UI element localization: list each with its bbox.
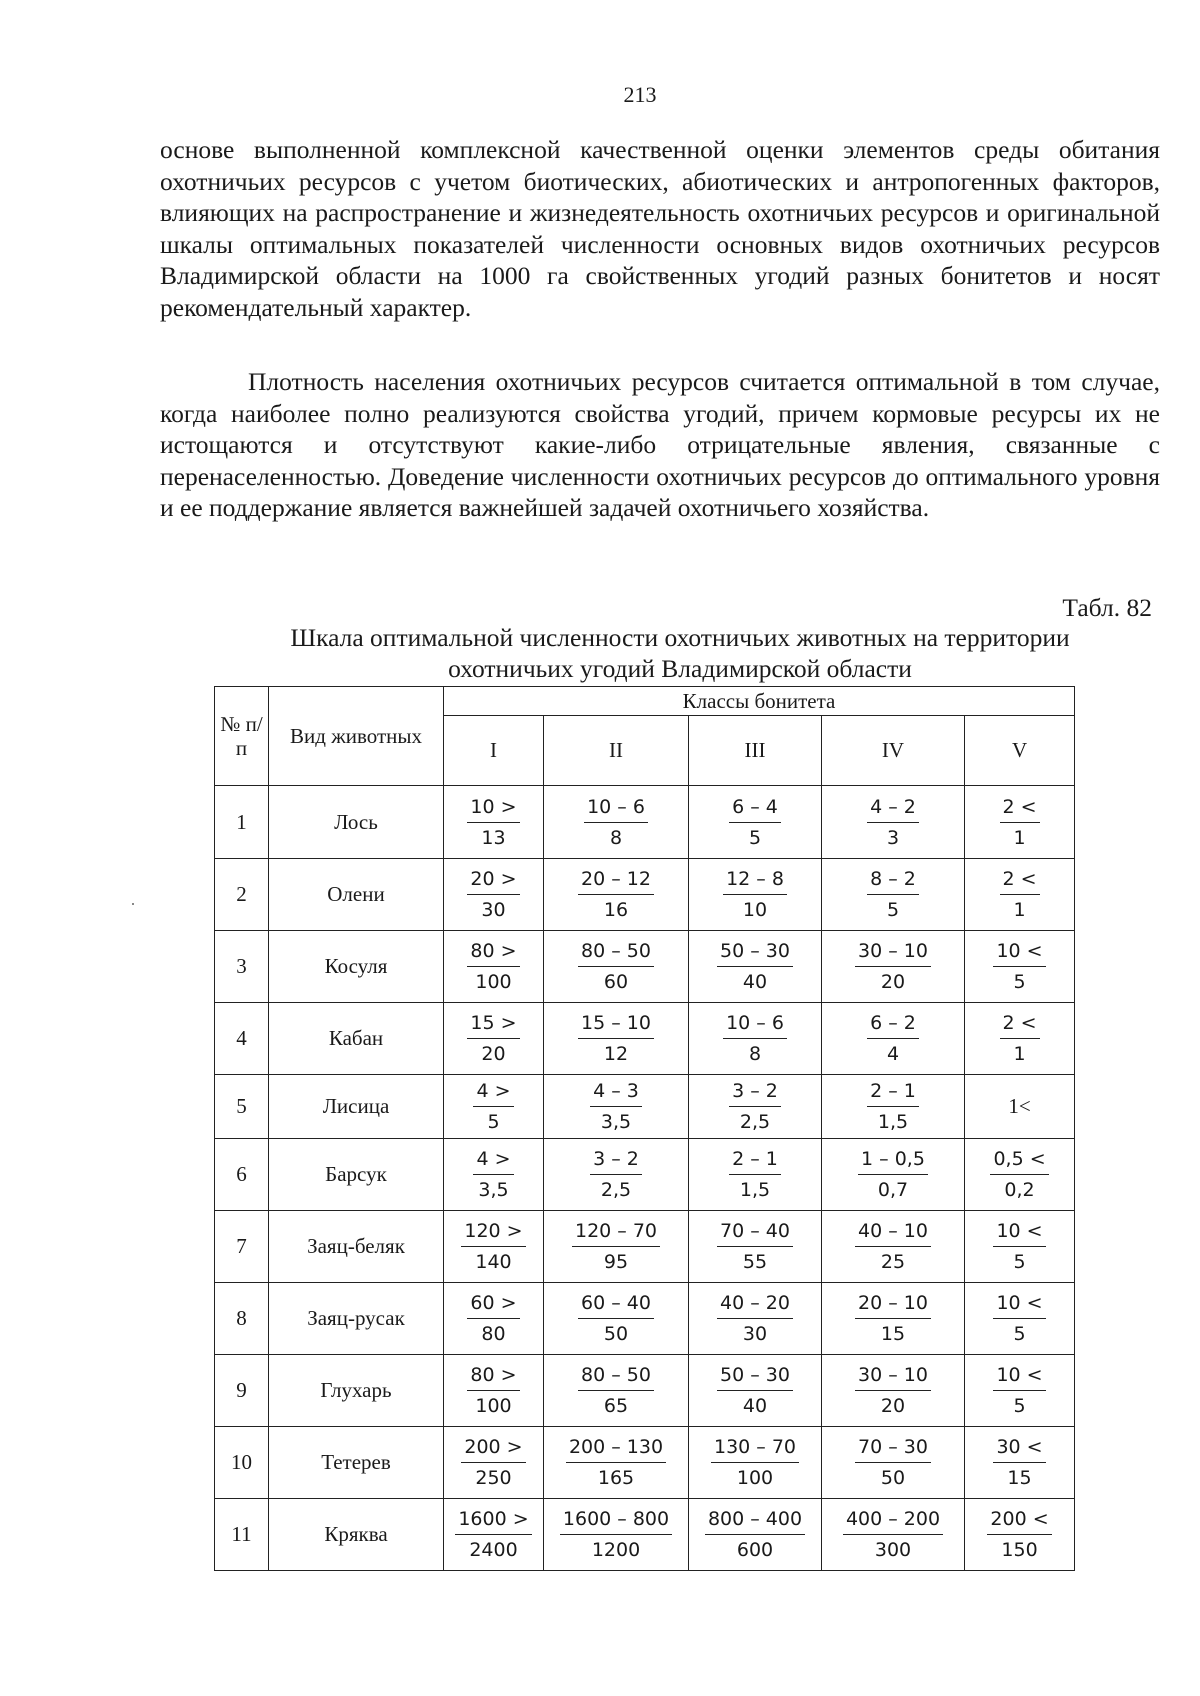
density-denominator: 13 [481, 826, 506, 849]
body-paragraph-1: основе выполненной комплексной качественной оценки элементов среды обитания охотничьих ресурсов с учетом биотических, абиотических и антропогенных факторов, влияющих на распространение и жизнедеятельность охотничьих ресурсов и оригинальной шкалы оптимальных показателей численности основных видов охотничьих ресурсов Владимирской области на 1000 га свойственных угодий разных бонитетов и носят рекомендательный характер. [160, 135, 1160, 322]
density-fraction [461, 1220, 525, 1273]
density-cell-class-4 [822, 931, 965, 1003]
density-denominator: 600 [736, 1539, 774, 1561]
header-animal: Вид животных [269, 687, 444, 786]
density-cell-class-5 [965, 1075, 1075, 1139]
density-numerator: 120 – 70 [572, 1220, 660, 1247]
row-number: 4 [215, 1003, 269, 1075]
table-row [215, 1139, 1075, 1211]
density-cell-class-1 [444, 1075, 544, 1139]
density-fraction [855, 1220, 931, 1273]
density-fraction [717, 1220, 793, 1273]
density-fraction [723, 1012, 787, 1065]
density-numerator: 50 – 30 [717, 1364, 793, 1391]
density-denominator: 5 [886, 899, 900, 921]
table-row [215, 1003, 1075, 1075]
density-fraction [717, 940, 793, 993]
density-denominator: 250 [475, 1467, 512, 1489]
density-numerator: 80 > [467, 1364, 519, 1391]
density-cell-class-3 [689, 1211, 822, 1283]
density-numerator: 3 – 2 [590, 1148, 642, 1175]
density-cell-class-1 [444, 931, 544, 1003]
density-cell-class-4 [822, 1075, 965, 1139]
animal-name: Лисица [269, 1075, 444, 1139]
density-cell-class-4 [822, 1283, 965, 1355]
density-fraction [467, 1012, 519, 1065]
density-numerator: 2 – 1 [867, 1080, 919, 1107]
body-paragraph-2: Плотность населения охотничьих ресурсов считается оптимальной в том случае, когда наиболее полно реализуются свойства угодий, причем кормовые ресурсы их не истощаются и отсутствуют какие-либо отрицательные явления, связанные с перенаселенностью. Доведение численности охотничьих ресурсов до оптимального уровня и ее поддержание является важнейшей задачей охотничьего хозяйства. [160, 367, 1160, 522]
density-fraction [717, 1292, 793, 1345]
density-denominator: 30 [742, 1323, 768, 1345]
density-numerator: 50 – 30 [717, 940, 793, 967]
row-number: 8 [215, 1283, 269, 1355]
density-denominator: 165 [597, 1467, 635, 1489]
density-fraction [729, 796, 781, 849]
density-denominator: 1,5 [739, 1179, 771, 1201]
density-denominator: 12 [603, 1043, 629, 1065]
density-numerator: 6 – 4 [729, 796, 781, 823]
animal-name: Барсук [269, 1139, 444, 1211]
density-denominator: 10 [742, 899, 768, 921]
density-denominator: 300 [874, 1539, 912, 1561]
density-numerator: 10 < [993, 1220, 1045, 1247]
density-fraction [578, 940, 654, 993]
animal-name: Лось [269, 786, 444, 859]
animal-name: Олени [269, 859, 444, 931]
density-denominator: 100 [475, 971, 512, 993]
density-cell-class-3 [689, 1003, 822, 1075]
density-denominator: 5 [1013, 971, 1026, 993]
density-numerator: 20 – 12 [578, 868, 654, 895]
density-numerator: 10 – 6 [723, 1012, 787, 1039]
row-number: 1 [215, 786, 269, 859]
density-cell-class-4 [822, 1139, 965, 1211]
density-cell-class-3 [689, 931, 822, 1003]
density-numerator: 30 – 10 [855, 940, 931, 967]
density-denominator: 5 [748, 826, 762, 849]
density-numerator: 15 – 10 [578, 1012, 654, 1039]
row-number: 9 [215, 1355, 269, 1427]
density-denominator: 5 [1013, 1395, 1026, 1417]
density-numerator: 400 – 200 [843, 1508, 943, 1535]
density-fraction [843, 1508, 943, 1561]
density-denominator: 0,2 [1004, 1179, 1035, 1201]
density-cell-class-1 [444, 786, 544, 859]
density-numerator: 10 – 6 [584, 796, 648, 823]
density-numerator: 80 > [467, 940, 519, 967]
density-numerator: 15 > [467, 1012, 519, 1039]
density-denominator: 1,5 [877, 1111, 909, 1133]
table-row [215, 1499, 1075, 1571]
density-cell-class-5 [965, 786, 1075, 859]
density-numerator: 800 – 400 [705, 1508, 805, 1535]
density-denominator: 1 [1013, 1043, 1026, 1065]
animal-name: Заяц-беляк [269, 1211, 444, 1283]
density-cell-class-2 [544, 859, 689, 931]
density-denominator: 15 [880, 1323, 906, 1345]
density-denominator: 60 [603, 971, 629, 993]
density-cell-class-2 [544, 1211, 689, 1283]
density-fraction [867, 1012, 919, 1065]
density-denominator: 150 [1001, 1539, 1038, 1561]
density-numerator: 12 – 8 [723, 868, 787, 895]
density-denominator: 20 [880, 971, 906, 993]
density-fraction [858, 1148, 928, 1201]
density-fraction [729, 1080, 781, 1133]
density-fraction [467, 868, 519, 921]
density-cell-class-3 [689, 1355, 822, 1427]
density-numerator: 4 – 2 [867, 796, 919, 823]
density-numerator: 60 – 40 [578, 1292, 654, 1319]
density-cell-class-4 [822, 1427, 965, 1499]
density-cell-class-5 [965, 1211, 1075, 1283]
density-numerator: 20 – 10 [855, 1292, 931, 1319]
density-numerator: 8 – 2 [867, 868, 919, 895]
animal-name: Кряква [269, 1499, 444, 1571]
density-numerator: 10 < [993, 940, 1045, 967]
density-fraction [1000, 1012, 1040, 1065]
density-fraction [993, 940, 1045, 993]
density-cell-class-5 [965, 1355, 1075, 1427]
density-cell-class-2 [544, 1003, 689, 1075]
density-fraction [578, 1292, 654, 1345]
density-fraction [987, 1508, 1051, 1561]
density-cell-class-3 [689, 1283, 822, 1355]
density-denominator: 20 [880, 1395, 906, 1417]
density-fraction [1000, 796, 1040, 849]
density-value: 1< [1008, 1094, 1031, 1118]
density-denominator: 30 [481, 899, 506, 921]
density-cell-class-3 [689, 786, 822, 859]
density-cell-class-4 [822, 1355, 965, 1427]
density-numerator: 80 – 50 [578, 1364, 654, 1391]
density-numerator: 80 – 50 [578, 940, 654, 967]
density-fraction [467, 1364, 519, 1417]
density-fraction [723, 868, 787, 921]
density-cell-class-3 [689, 1499, 822, 1571]
table-title-line-1: Шкала оптимальной численности охотничьих животных на территории [290, 623, 1070, 652]
density-cell-class-4 [822, 1003, 965, 1075]
density-cell-class-5 [965, 1499, 1075, 1571]
density-numerator: 1 – 0,5 [858, 1148, 928, 1175]
row-number: 6 [215, 1139, 269, 1211]
density-cell-class-2 [544, 1355, 689, 1427]
density-fraction [473, 1148, 513, 1201]
density-denominator: 40 [742, 971, 768, 993]
density-numerator: 6 – 2 [867, 1012, 919, 1039]
density-denominator: 2,5 [600, 1179, 632, 1201]
density-cell-class-5 [965, 1003, 1075, 1075]
density-denominator: 2,5 [739, 1111, 771, 1133]
density-fraction [711, 1436, 799, 1489]
density-cell-class-1 [444, 1211, 544, 1283]
density-fraction [993, 1220, 1045, 1273]
density-denominator: 100 [475, 1395, 512, 1417]
row-number: 5 [215, 1075, 269, 1139]
density-denominator: 65 [603, 1395, 629, 1417]
density-numerator: 60 > [467, 1292, 519, 1319]
density-fraction [560, 1508, 672, 1561]
density-numerator: 40 – 10 [855, 1220, 931, 1247]
density-denominator: 50 [603, 1323, 629, 1345]
density-fraction [584, 796, 648, 849]
row-number: 11 [215, 1499, 269, 1571]
density-numerator: 1600 > [455, 1508, 531, 1535]
table-row [215, 859, 1075, 931]
density-numerator: 20 > [467, 868, 519, 895]
header-classes: Классы бонитета [444, 687, 1075, 716]
density-numerator: 200 < [987, 1508, 1051, 1535]
density-fraction [867, 796, 919, 849]
density-numerator: 10 > [467, 796, 519, 823]
density-fraction [729, 1148, 781, 1201]
density-numerator: 30 < [993, 1436, 1045, 1463]
animal-name: Косуля [269, 931, 444, 1003]
density-fraction [578, 1364, 654, 1417]
density-denominator: 3 [886, 826, 900, 849]
density-numerator: 70 – 40 [717, 1220, 793, 1247]
animal-name: Кабан [269, 1003, 444, 1075]
density-numerator: 4 > [473, 1080, 513, 1107]
density-cell-class-1 [444, 1427, 544, 1499]
density-cell-class-1 [444, 1355, 544, 1427]
density-fraction [867, 1080, 919, 1133]
table-row [215, 931, 1075, 1003]
density-fraction [467, 796, 519, 849]
density-cell-class-2 [544, 1139, 689, 1211]
density-numerator: 10 < [993, 1364, 1045, 1391]
density-fraction [467, 1292, 519, 1345]
density-cell-class-2 [544, 1499, 689, 1571]
density-denominator: 3,5 [478, 1179, 509, 1201]
animal-name: Заяц-русак [269, 1283, 444, 1355]
density-denominator: 16 [603, 899, 629, 921]
density-fraction [1000, 868, 1040, 921]
density-denominator: 5 [1013, 1251, 1026, 1273]
table-row [215, 1283, 1075, 1355]
density-denominator: 100 [736, 1467, 774, 1489]
density-denominator: 95 [603, 1251, 629, 1273]
density-fraction [717, 1364, 793, 1417]
density-fraction [578, 868, 654, 921]
density-denominator: 5 [1013, 1323, 1026, 1345]
table-body [215, 786, 1075, 1571]
density-fraction [855, 940, 931, 993]
density-denominator: 55 [742, 1251, 768, 1273]
density-cell-class-5 [965, 859, 1075, 931]
header-class-5: V [965, 716, 1075, 786]
density-numerator: 70 – 30 [855, 1436, 931, 1463]
density-cell-class-4 [822, 1499, 965, 1571]
density-numerator: 40 – 20 [717, 1292, 793, 1319]
density-denominator: 8 [748, 1043, 762, 1065]
density-fraction [467, 940, 519, 993]
density-numerator: 120 > [461, 1220, 525, 1247]
animal-name: Тетерев [269, 1427, 444, 1499]
density-numerator: 2 – 1 [729, 1148, 781, 1175]
density-cell-class-1 [444, 1283, 544, 1355]
density-fraction [855, 1364, 931, 1417]
density-numerator: 2 < [1000, 1012, 1040, 1039]
density-denominator: 140 [475, 1251, 512, 1273]
density-denominator: 2400 [469, 1539, 518, 1561]
density-denominator: 80 [481, 1323, 506, 1345]
table-row [215, 786, 1075, 859]
density-cell-class-2 [544, 1427, 689, 1499]
density-numerator: 3 – 2 [729, 1080, 781, 1107]
density-denominator: 1 [1013, 826, 1026, 849]
density-numerator: 30 – 10 [855, 1364, 931, 1391]
table-row [215, 1211, 1075, 1283]
density-fraction [867, 868, 919, 921]
density-fraction [578, 1012, 654, 1065]
page-number: 213 [623, 82, 657, 107]
header-class-4: IV [822, 716, 965, 786]
density-cell-class-2 [544, 1283, 689, 1355]
density-fraction [993, 1364, 1045, 1417]
density-denominator: 1 [1013, 899, 1026, 921]
density-cell-class-3 [689, 859, 822, 931]
density-cell-class-1 [444, 859, 544, 931]
density-fraction [572, 1220, 660, 1273]
bonitet-table [214, 686, 1075, 1571]
density-cell-class-1 [444, 1003, 544, 1075]
density-cell-class-2 [544, 931, 689, 1003]
density-denominator: 20 [481, 1043, 506, 1065]
density-denominator: 5 [487, 1111, 500, 1133]
density-cell-class-2 [544, 786, 689, 859]
density-cell-class-5 [965, 1427, 1075, 1499]
density-denominator: 40 [742, 1395, 768, 1417]
density-numerator: 1600 – 800 [560, 1508, 672, 1535]
density-cell-class-4 [822, 859, 965, 931]
density-fraction [566, 1436, 666, 1489]
density-denominator: 1200 [591, 1539, 641, 1561]
density-denominator: 50 [880, 1467, 906, 1489]
density-cell-class-1 [444, 1139, 544, 1211]
row-number: 2 [215, 859, 269, 931]
header-class-1: I [444, 716, 544, 786]
table-row [215, 1075, 1075, 1139]
table-row [215, 1427, 1075, 1499]
density-fraction [455, 1508, 531, 1561]
density-fraction [473, 1080, 513, 1133]
density-numerator: 200 > [461, 1436, 525, 1463]
density-numerator: 0,5 < [990, 1148, 1048, 1175]
density-numerator: 4 > [473, 1148, 513, 1175]
density-cell-class-5 [965, 1139, 1075, 1211]
density-cell-class-5 [965, 931, 1075, 1003]
density-numerator: 2 < [1000, 868, 1040, 895]
header-num: № п/п [215, 687, 269, 786]
density-numerator: 4 – 3 [590, 1080, 642, 1107]
table-title-line-2: охотничьих угодий Владимирской области [448, 654, 912, 683]
density-fraction [705, 1508, 805, 1561]
density-cell-class-4 [822, 786, 965, 859]
density-fraction [993, 1292, 1045, 1345]
density-denominator: 3,5 [600, 1111, 632, 1133]
row-number: 3 [215, 931, 269, 1003]
density-cell-class-5 [965, 1283, 1075, 1355]
density-fraction [590, 1148, 642, 1201]
row-number: 7 [215, 1211, 269, 1283]
density-fraction [855, 1292, 931, 1345]
density-fraction [461, 1436, 525, 1489]
density-fraction [993, 1436, 1045, 1489]
density-denominator: 4 [886, 1043, 900, 1065]
density-denominator: 15 [1007, 1467, 1032, 1489]
density-cell-class-2 [544, 1075, 689, 1139]
density-numerator: 200 – 130 [566, 1436, 666, 1463]
density-fraction [590, 1080, 642, 1133]
density-cell-class-1 [444, 1499, 544, 1571]
table-number: Табл. 82 [1062, 593, 1152, 622]
density-numerator: 2 < [1000, 796, 1040, 823]
density-denominator: 25 [880, 1251, 906, 1273]
header-class-3: III [689, 716, 822, 786]
density-cell-class-3 [689, 1427, 822, 1499]
scan-speck [132, 903, 134, 905]
row-number: 10 [215, 1427, 269, 1499]
animal-name: Глухарь [269, 1355, 444, 1427]
density-cell-class-3 [689, 1139, 822, 1211]
density-cell-class-4 [822, 1211, 965, 1283]
density-fraction [990, 1148, 1048, 1201]
density-numerator: 10 < [993, 1292, 1045, 1319]
density-fraction [855, 1436, 931, 1489]
header-class-2: II [544, 716, 689, 786]
density-cell-class-3 [689, 1075, 822, 1139]
table-row [215, 1355, 1075, 1427]
density-numerator: 130 – 70 [711, 1436, 799, 1463]
density-denominator: 8 [609, 826, 623, 849]
density-denominator: 0,7 [877, 1179, 909, 1201]
table-title [200, 622, 1160, 684]
